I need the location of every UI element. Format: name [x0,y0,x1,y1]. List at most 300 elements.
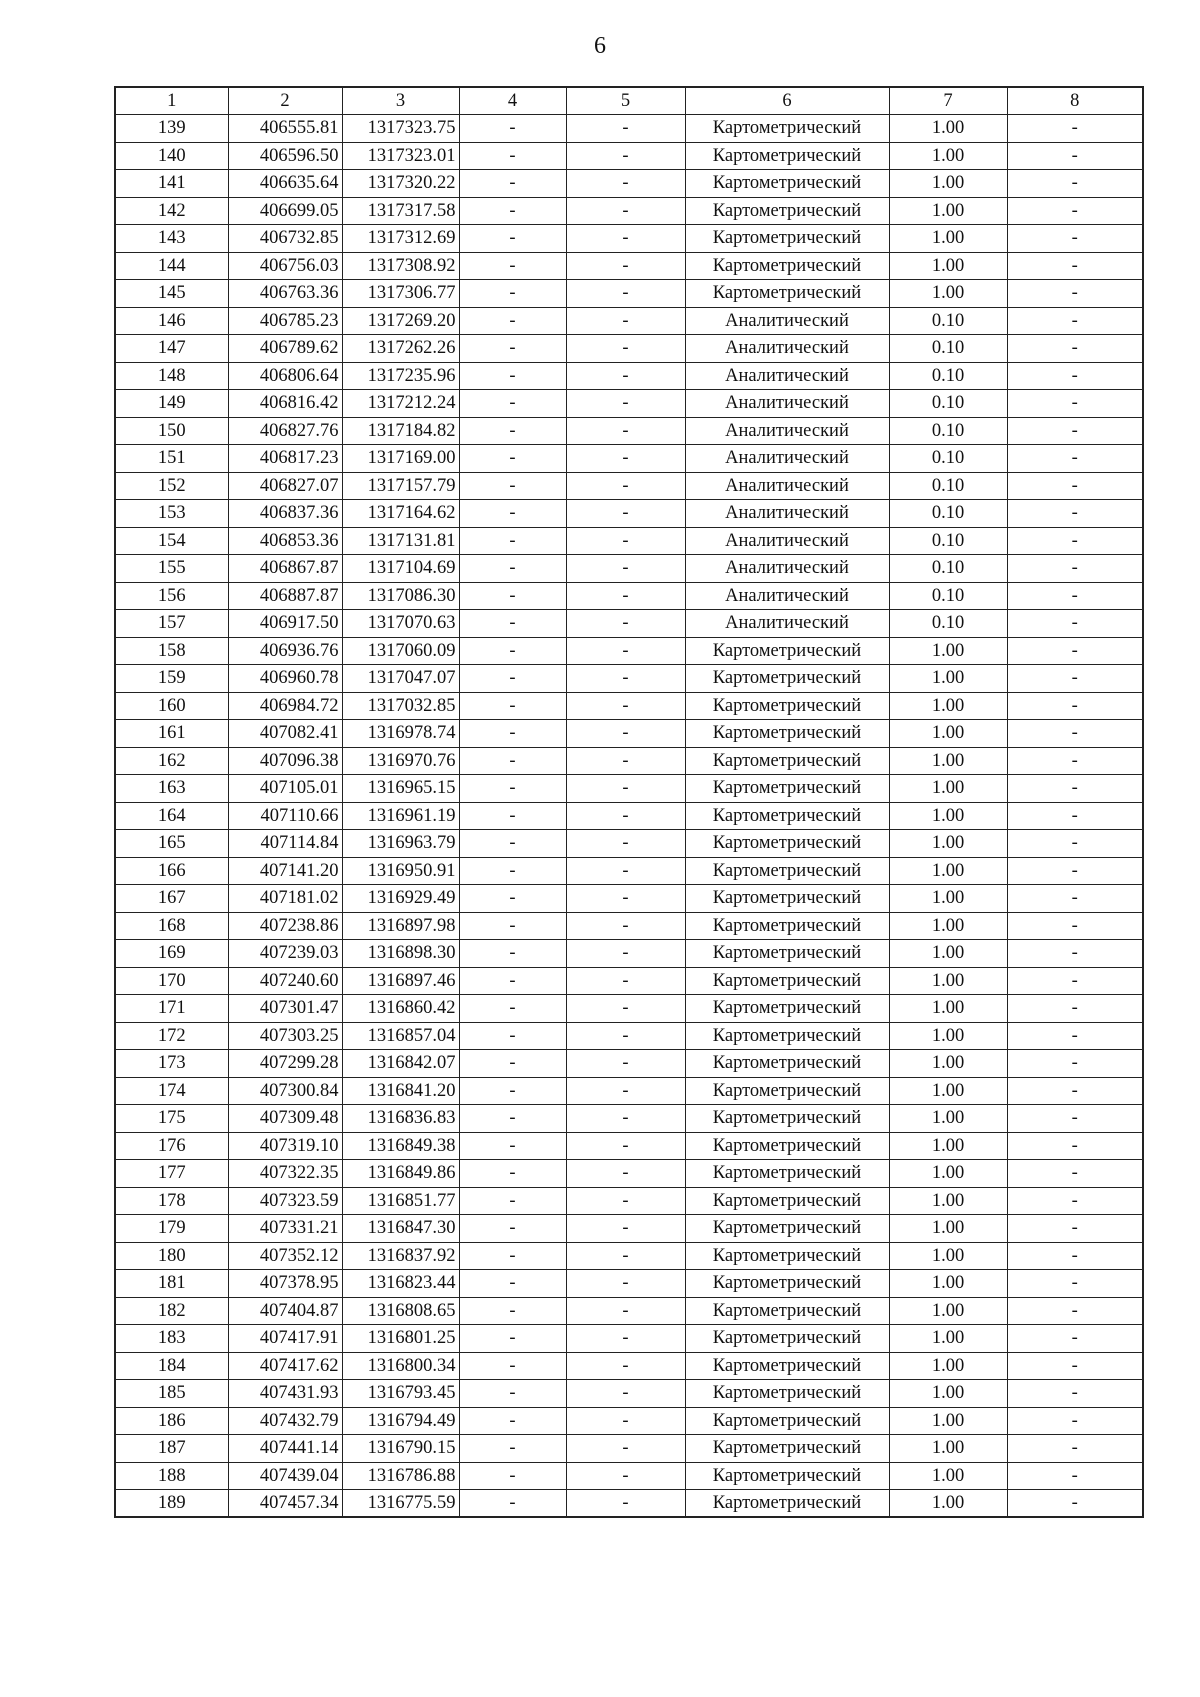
x-coordinate-cell: 407441.14 [228,1435,342,1463]
table-row [115,637,1143,665]
point-number-cell: 159 [115,665,228,693]
col4-cell: - [459,555,566,583]
col8-cell: - [1007,610,1143,638]
accuracy-cell: 1.00 [889,720,1007,748]
col5-cell: - [566,1297,685,1325]
point-number-cell: 168 [115,912,228,940]
table-row [115,555,1143,583]
accuracy-cell: 1.00 [889,280,1007,308]
col5-cell: - [566,472,685,500]
col4-cell: - [459,1215,566,1243]
point-number-cell: 143 [115,225,228,253]
point-number-cell: 161 [115,720,228,748]
y-coordinate-cell: 1316849.86 [342,1160,459,1188]
accuracy-cell: 1.00 [889,1050,1007,1078]
col8-cell: - [1007,307,1143,335]
y-coordinate-cell: 1317262.26 [342,335,459,363]
col8-cell: - [1007,225,1143,253]
x-coordinate-cell: 407110.66 [228,802,342,830]
point-number-cell: 184 [115,1352,228,1380]
method-cell: Аналитический [685,582,889,610]
col8-cell: - [1007,1105,1143,1133]
col8-cell: - [1007,995,1143,1023]
y-coordinate-cell: 1317047.07 [342,665,459,693]
method-cell: Аналитический [685,500,889,528]
x-coordinate-cell: 406817.23 [228,445,342,473]
point-number-cell: 152 [115,472,228,500]
table-row [115,1132,1143,1160]
col8-cell: - [1007,967,1143,995]
y-coordinate-cell: 1317312.69 [342,225,459,253]
col8-cell: - [1007,170,1143,198]
point-number-cell: 175 [115,1105,228,1133]
column-header-7: 7 [889,87,1007,115]
method-cell: Картометрический [685,1215,889,1243]
y-coordinate-cell: 1317060.09 [342,637,459,665]
method-cell: Картометрический [685,1160,889,1188]
x-coordinate-cell: 407431.93 [228,1380,342,1408]
col4-cell: - [459,500,566,528]
col8-cell: - [1007,912,1143,940]
point-number-cell: 170 [115,967,228,995]
method-cell: Картометрический [685,1077,889,1105]
method-cell: Картометрический [685,115,889,143]
method-cell: Картометрический [685,885,889,913]
col5-cell: - [566,252,685,280]
col4-cell: - [459,390,566,418]
x-coordinate-cell: 406984.72 [228,692,342,720]
col8-cell: - [1007,445,1143,473]
col8-cell: - [1007,1490,1143,1518]
point-number-cell: 171 [115,995,228,1023]
column-header-5: 5 [566,87,685,115]
col5-cell: - [566,692,685,720]
col5-cell: - [566,390,685,418]
method-cell: Картометрический [685,802,889,830]
col5-cell: - [566,417,685,445]
col4-cell: - [459,582,566,610]
accuracy-cell: 0.10 [889,500,1007,528]
col5-cell: - [566,1022,685,1050]
accuracy-cell: 0.10 [889,527,1007,555]
y-coordinate-cell: 1316808.65 [342,1297,459,1325]
col4-cell: - [459,445,566,473]
col4-cell: - [459,1325,566,1353]
table-row [115,720,1143,748]
col8-cell: - [1007,582,1143,610]
method-cell: Картометрический [685,225,889,253]
y-coordinate-cell: 1317184.82 [342,417,459,445]
table-row [115,142,1143,170]
table-row [115,1325,1143,1353]
x-coordinate-cell: 406917.50 [228,610,342,638]
col8-cell: - [1007,1187,1143,1215]
point-number-cell: 180 [115,1242,228,1270]
x-coordinate-cell: 406827.07 [228,472,342,500]
x-coordinate-cell: 406827.76 [228,417,342,445]
method-cell: Аналитический [685,555,889,583]
method-cell: Картометрический [685,1050,889,1078]
accuracy-cell: 1.00 [889,1132,1007,1160]
table-row [115,252,1143,280]
accuracy-cell: 1.00 [889,1490,1007,1518]
accuracy-cell: 1.00 [889,637,1007,665]
col8-cell: - [1007,692,1143,720]
table-row [115,857,1143,885]
col5-cell: - [566,1105,685,1133]
x-coordinate-cell: 406789.62 [228,335,342,363]
method-cell: Картометрический [685,1352,889,1380]
method-cell: Картометрический [685,1022,889,1050]
y-coordinate-cell: 1317070.63 [342,610,459,638]
table-row [115,610,1143,638]
col4-cell: - [459,307,566,335]
x-coordinate-cell: 406756.03 [228,252,342,280]
col8-cell: - [1007,1022,1143,1050]
table-row [115,500,1143,528]
header-row [115,87,1143,115]
x-coordinate-cell: 407309.48 [228,1105,342,1133]
col8-cell: - [1007,142,1143,170]
x-coordinate-cell: 406887.87 [228,582,342,610]
col4-cell: - [459,1380,566,1408]
col8-cell: - [1007,500,1143,528]
point-number-cell: 164 [115,802,228,830]
col4-cell: - [459,967,566,995]
accuracy-cell: 0.10 [889,362,1007,390]
col4-cell: - [459,802,566,830]
col4-cell: - [459,720,566,748]
col5-cell: - [566,1050,685,1078]
col5-cell: - [566,445,685,473]
col5-cell: - [566,1490,685,1518]
accuracy-cell: 1.00 [889,830,1007,858]
col5-cell: - [566,307,685,335]
table-row [115,445,1143,473]
x-coordinate-cell: 407301.47 [228,995,342,1023]
point-number-cell: 154 [115,527,228,555]
accuracy-cell: 1.00 [889,857,1007,885]
accuracy-cell: 0.10 [889,582,1007,610]
y-coordinate-cell: 1317164.62 [342,500,459,528]
point-number-cell: 173 [115,1050,228,1078]
col8-cell: - [1007,1297,1143,1325]
col5-cell: - [566,197,685,225]
accuracy-cell: 1.00 [889,197,1007,225]
col4-cell: - [459,1270,566,1298]
y-coordinate-cell: 1316849.38 [342,1132,459,1160]
accuracy-cell: 1.00 [889,1105,1007,1133]
y-coordinate-cell: 1316801.25 [342,1325,459,1353]
method-cell: Картометрический [685,170,889,198]
point-number-cell: 165 [115,830,228,858]
point-number-cell: 156 [115,582,228,610]
col5-cell: - [566,500,685,528]
method-cell: Аналитический [685,307,889,335]
y-coordinate-cell: 1317104.69 [342,555,459,583]
col4-cell: - [459,1352,566,1380]
x-coordinate-cell: 406555.81 [228,115,342,143]
x-coordinate-cell: 406763.36 [228,280,342,308]
table-row [115,1187,1143,1215]
accuracy-cell: 1.00 [889,170,1007,198]
accuracy-cell: 1.00 [889,940,1007,968]
x-coordinate-cell: 407323.59 [228,1187,342,1215]
point-number-cell: 167 [115,885,228,913]
method-cell: Картометрический [685,1297,889,1325]
col4-cell: - [459,115,566,143]
col5-cell: - [566,720,685,748]
point-number-cell: 149 [115,390,228,418]
method-cell: Картометрический [685,1105,889,1133]
col8-cell: - [1007,1160,1143,1188]
col4-cell: - [459,995,566,1023]
table-row [115,307,1143,335]
accuracy-cell: 1.00 [889,1242,1007,1270]
y-coordinate-cell: 1316851.77 [342,1187,459,1215]
table-row [115,940,1143,968]
y-coordinate-cell: 1317323.01 [342,142,459,170]
col8-cell: - [1007,197,1143,225]
col5-cell: - [566,1380,685,1408]
accuracy-cell: 1.00 [889,775,1007,803]
table-row [115,995,1143,1023]
method-cell: Картометрический [685,995,889,1023]
y-coordinate-cell: 1316898.30 [342,940,459,968]
point-number-cell: 141 [115,170,228,198]
point-number-cell: 177 [115,1160,228,1188]
point-number-cell: 189 [115,1490,228,1518]
col8-cell: - [1007,555,1143,583]
method-cell: Картометрический [685,967,889,995]
method-cell: Картометрический [685,142,889,170]
col8-cell: - [1007,665,1143,693]
x-coordinate-cell: 407141.20 [228,857,342,885]
accuracy-cell: 1.00 [889,1352,1007,1380]
x-coordinate-cell: 407322.35 [228,1160,342,1188]
col5-cell: - [566,1187,685,1215]
col4-cell: - [459,472,566,500]
accuracy-cell: 1.00 [889,692,1007,720]
col5-cell: - [566,1462,685,1490]
point-number-cell: 158 [115,637,228,665]
y-coordinate-cell: 1316841.20 [342,1077,459,1105]
accuracy-cell: 1.00 [889,1187,1007,1215]
point-number-cell: 182 [115,1297,228,1325]
table-row [115,912,1143,940]
method-cell: Картометрический [685,1242,889,1270]
point-number-cell: 150 [115,417,228,445]
point-number-cell: 166 [115,857,228,885]
method-cell: Картометрический [685,1435,889,1463]
col4-cell: - [459,280,566,308]
table-row [115,1050,1143,1078]
col4-cell: - [459,1407,566,1435]
table-row [115,1380,1143,1408]
col8-cell: - [1007,417,1143,445]
method-cell: Картометрический [685,665,889,693]
y-coordinate-cell: 1316963.79 [342,830,459,858]
y-coordinate-cell: 1317086.30 [342,582,459,610]
y-coordinate-cell: 1317323.75 [342,115,459,143]
method-cell: Картометрический [685,252,889,280]
col5-cell: - [566,362,685,390]
table-row [115,527,1143,555]
column-header-2: 2 [228,87,342,115]
accuracy-cell: 0.10 [889,472,1007,500]
col4-cell: - [459,1490,566,1518]
y-coordinate-cell: 1317157.79 [342,472,459,500]
point-number-cell: 183 [115,1325,228,1353]
x-coordinate-cell: 407378.95 [228,1270,342,1298]
point-number-cell: 151 [115,445,228,473]
accuracy-cell: 1.00 [889,1407,1007,1435]
method-cell: Аналитический [685,417,889,445]
x-coordinate-cell: 407439.04 [228,1462,342,1490]
col4-cell: - [459,170,566,198]
table-row [115,692,1143,720]
point-number-cell: 163 [115,775,228,803]
y-coordinate-cell: 1316775.59 [342,1490,459,1518]
x-coordinate-cell: 406635.64 [228,170,342,198]
col4-cell: - [459,1242,566,1270]
x-coordinate-cell: 407352.12 [228,1242,342,1270]
accuracy-cell: 1.00 [889,995,1007,1023]
col4-cell: - [459,225,566,253]
point-number-cell: 142 [115,197,228,225]
method-cell: Аналитический [685,472,889,500]
col5-cell: - [566,1077,685,1105]
col8-cell: - [1007,527,1143,555]
col5-cell: - [566,1352,685,1380]
col4-cell: - [459,775,566,803]
col5-cell: - [566,170,685,198]
x-coordinate-cell: 407181.02 [228,885,342,913]
col5-cell: - [566,1270,685,1298]
col8-cell: - [1007,775,1143,803]
col4-cell: - [459,1050,566,1078]
col8-cell: - [1007,747,1143,775]
method-cell: Картометрический [685,1380,889,1408]
col5-cell: - [566,555,685,583]
coordinates-table [114,86,1144,1518]
col5-cell: - [566,225,685,253]
col8-cell: - [1007,885,1143,913]
col4-cell: - [459,1077,566,1105]
col4-cell: - [459,885,566,913]
point-number-cell: 188 [115,1462,228,1490]
x-coordinate-cell: 406853.36 [228,527,342,555]
method-cell: Картометрический [685,637,889,665]
method-cell: Картометрический [685,830,889,858]
method-cell: Аналитический [685,335,889,363]
point-number-cell: 186 [115,1407,228,1435]
col5-cell: - [566,582,685,610]
table-row [115,1160,1143,1188]
table-row [115,582,1143,610]
col8-cell: - [1007,472,1143,500]
x-coordinate-cell: 407300.84 [228,1077,342,1105]
col8-cell: - [1007,1132,1143,1160]
col5-cell: - [566,610,685,638]
table-row [115,197,1143,225]
col5-cell: - [566,142,685,170]
point-number-cell: 153 [115,500,228,528]
table-row [115,170,1143,198]
y-coordinate-cell: 1316929.49 [342,885,459,913]
col4-cell: - [459,857,566,885]
table-row [115,1022,1143,1050]
col8-cell: - [1007,1050,1143,1078]
col5-cell: - [566,1215,685,1243]
table-row [115,1352,1143,1380]
x-coordinate-cell: 406837.36 [228,500,342,528]
col5-cell: - [566,1132,685,1160]
accuracy-cell: 1.00 [889,1160,1007,1188]
col8-cell: - [1007,857,1143,885]
table-body [115,115,1143,1518]
y-coordinate-cell: 1316823.44 [342,1270,459,1298]
point-number-cell: 147 [115,335,228,363]
table-row [115,1407,1143,1435]
accuracy-cell: 1.00 [889,1380,1007,1408]
accuracy-cell: 0.10 [889,390,1007,418]
y-coordinate-cell: 1316790.15 [342,1435,459,1463]
accuracy-cell: 1.00 [889,1270,1007,1298]
method-cell: Картометрический [685,1407,889,1435]
y-coordinate-cell: 1317308.92 [342,252,459,280]
x-coordinate-cell: 406785.23 [228,307,342,335]
accuracy-cell: 1.00 [889,912,1007,940]
col8-cell: - [1007,1325,1143,1353]
table-row [115,830,1143,858]
method-cell: Картометрический [685,857,889,885]
y-coordinate-cell: 1316897.46 [342,967,459,995]
col4-cell: - [459,1435,566,1463]
col5-cell: - [566,335,685,363]
col8-cell: - [1007,1215,1143,1243]
col5-cell: - [566,995,685,1023]
x-coordinate-cell: 406816.42 [228,390,342,418]
accuracy-cell: 0.10 [889,610,1007,638]
x-coordinate-cell: 406960.78 [228,665,342,693]
col5-cell: - [566,857,685,885]
col5-cell: - [566,1242,685,1270]
col4-cell: - [459,747,566,775]
col8-cell: - [1007,335,1143,363]
col4-cell: - [459,665,566,693]
method-cell: Аналитический [685,610,889,638]
accuracy-cell: 1.00 [889,1077,1007,1105]
method-cell: Картометрический [685,912,889,940]
accuracy-cell: 1.00 [889,225,1007,253]
table-row [115,335,1143,363]
table-row [115,472,1143,500]
point-number-cell: 148 [115,362,228,390]
x-coordinate-cell: 407432.79 [228,1407,342,1435]
table-row [115,1490,1143,1518]
method-cell: Картометрический [685,1270,889,1298]
col4-cell: - [459,252,566,280]
col8-cell: - [1007,252,1143,280]
point-number-cell: 181 [115,1270,228,1298]
table-row [115,280,1143,308]
x-coordinate-cell: 407457.34 [228,1490,342,1518]
x-coordinate-cell: 407303.25 [228,1022,342,1050]
col4-cell: - [459,1022,566,1050]
col5-cell: - [566,940,685,968]
table-row [115,802,1143,830]
